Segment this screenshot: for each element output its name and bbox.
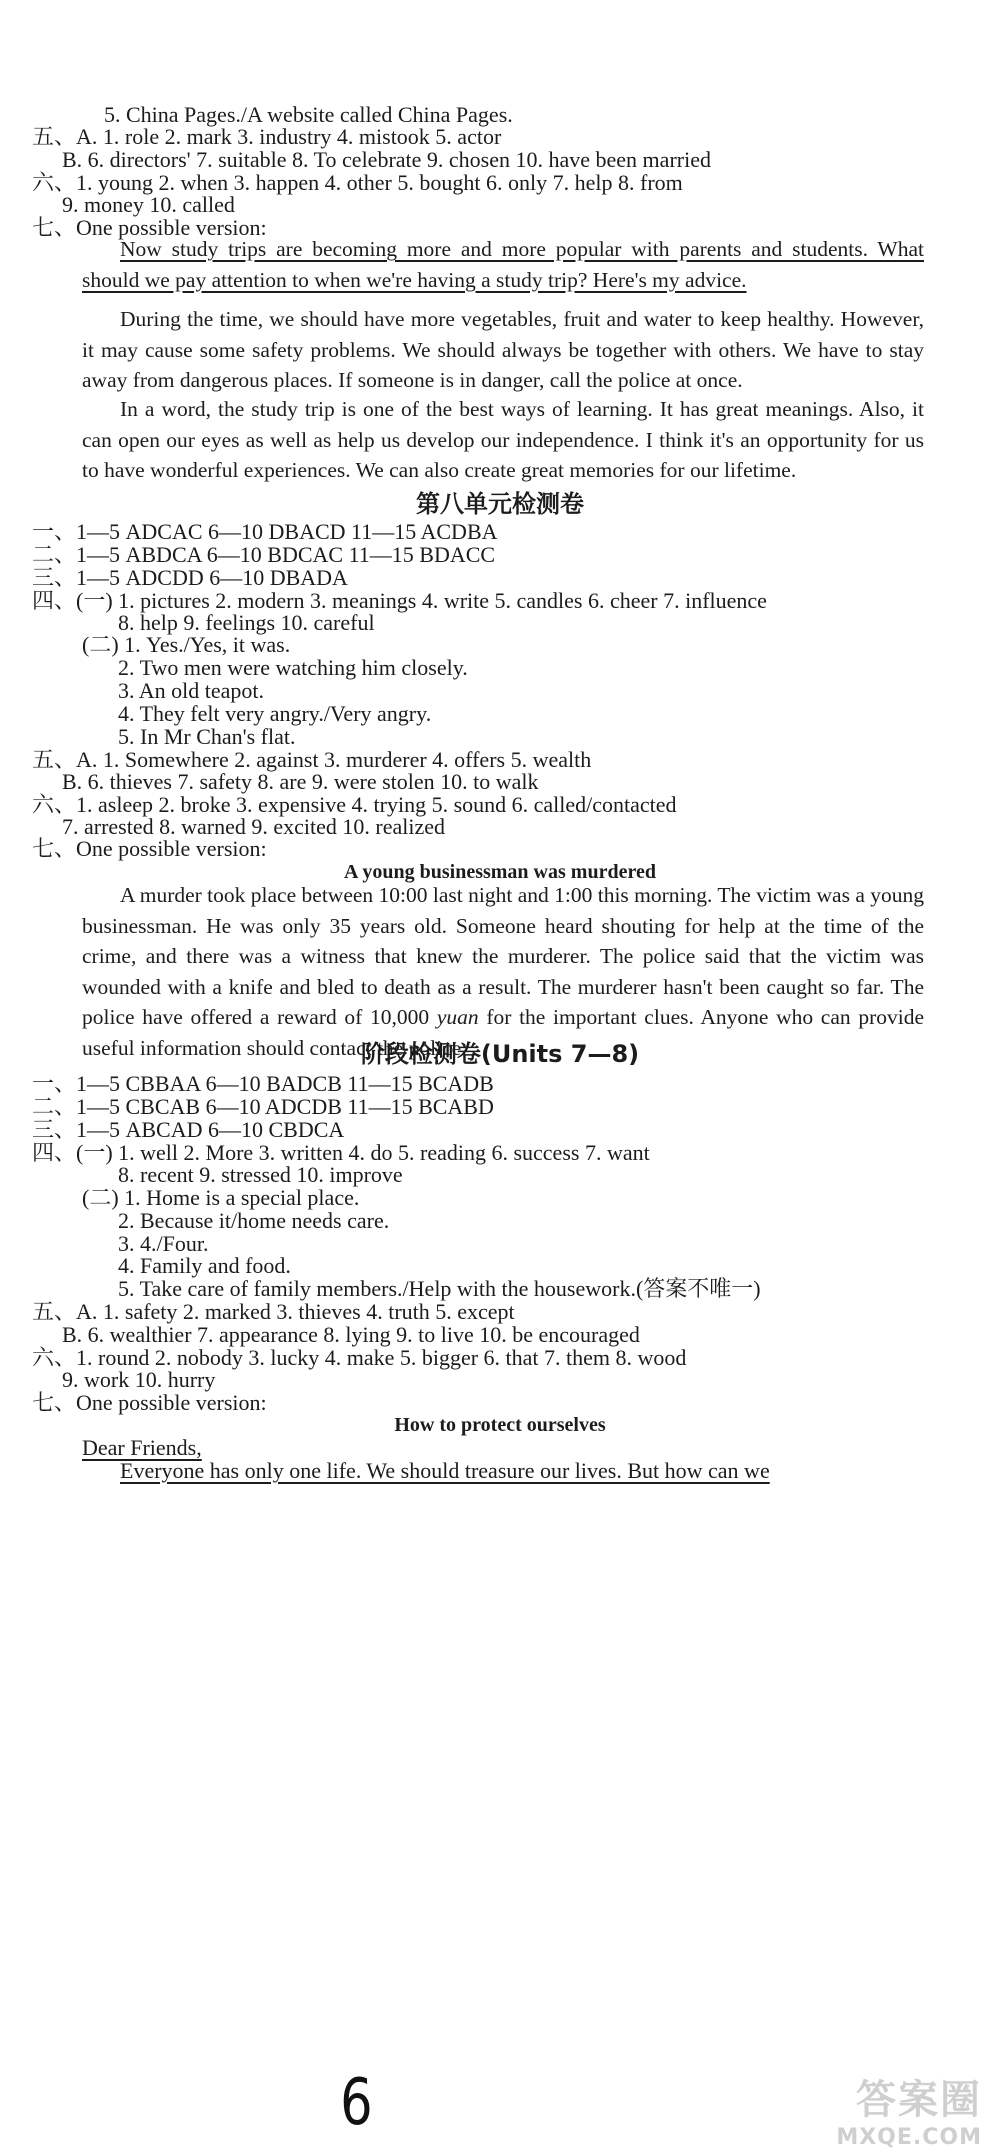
answer-line: B. 6. directors' 7. suitable 8. To celebrate 9. chosen 10. have been married: [62, 147, 711, 172]
answer-line: (二) 1. Yes./Yes, it was.: [82, 632, 291, 657]
answer-line: 五、A. 1. Somewhere 2. against 3. murderer 4. offers 5. wealth: [32, 747, 592, 772]
answer-line: 二、1—5 CBCAB 6—10 ADCDB 11—15 BCABD: [32, 1094, 494, 1119]
answer-line: B. 6. thieves 7. safety 8. are 9. were stolen 10. to walk: [62, 769, 539, 794]
letter-greeting: Dear Friends,: [82, 1435, 202, 1460]
answer-line: 4. They felt very angry./Very angry.: [118, 701, 432, 726]
answer-line: 三、1—5 ABCAD 6—10 CBDCA: [32, 1117, 345, 1142]
answer-line: 七、One possible version:: [32, 215, 267, 240]
answer-line: B. 6. wealthier 7. appearance 8. lying 9. to live 10. be encouraged: [62, 1322, 640, 1347]
answer-line: 5. China Pages./A website called China Pages.: [104, 102, 513, 127]
page-number: 6: [340, 2066, 373, 2140]
essay-paragraph: In a word, the study trip is one of the best ways of learning. It has great meanings. Also, it can open our eyes as well as help us develop our independence. I think it's an opportunity for us to have wonderful experiences. We can also create great memories for our lifetime.: [82, 397, 924, 482]
watermark: [836, 2068, 982, 2150]
answer-line: 2. Two men were watching him closely.: [118, 655, 468, 680]
answer-line: 一、1—5 CBBAA 6—10 BADCB 11—15 BCADB: [32, 1071, 494, 1096]
answer-line: 9. money 10. called: [62, 192, 235, 217]
answer-line: 3. 4./Four.: [118, 1231, 209, 1256]
answer-line: 七、One possible version:: [32, 1390, 267, 1415]
answer-line: (二) 1. Home is a special place.: [82, 1185, 360, 1210]
answer-line: 4. Family and food.: [118, 1253, 291, 1278]
answer-line: 四、(一) 1. well 2. More 3. written 4. do 5. reading 6. success 7. want: [32, 1140, 650, 1165]
essay-paragraph: Now study trips are becoming more and more popular with parents and students. What should we pay attention to when we're having a study trip? Here's my advice.: [82, 237, 924, 292]
answer-line: 8. recent 9. stressed 10. improve: [118, 1162, 403, 1187]
essay-paragraph: A murder took place between 10:00 last night and 1:00 this morning. The victim was a young businessman. He was only 35 years old. Someone heard shouting for help at the time of the crime, and there was a witness that knew the murderer. The police said that the victim was wounded with a knife and bled to death as a result. The murderer hasn't been caught so far. The police have offered a reward of 10,000 yuan for the important clues. Anyone who can provide useful information should contact the police.: [82, 883, 925, 1060]
answer-line: 一、1—5 ADCAC 6—10 DBACD 11—15 ACDBA: [32, 519, 498, 544]
section-title: 阶段检测卷(Units 7—8): [360, 1040, 640, 1068]
answer-line: 五、A. 1. role 2. mark 3. industry 4. mistook 5. actor: [32, 124, 502, 149]
answer-line: 5. In Mr Chan's flat.: [118, 724, 296, 749]
answer-line: 六、1. round 2. nobody 3. lucky 4. make 5. bigger 6. that 7. them 8. wood: [32, 1345, 687, 1370]
answer-line: 三、1—5 ADCDD 6—10 DBADA: [32, 565, 348, 590]
answer-line: 五、A. 1. safety 2. marked 3. thieves 4. truth 5. except: [32, 1299, 515, 1324]
answer-line: 3. An old teapot.: [118, 678, 265, 703]
answer-line: 2. Because it/home needs care.: [118, 1208, 390, 1233]
answer-line: 七、One possible version:: [32, 836, 267, 861]
answer-line: 六、1. young 2. when 3. happen 4. other 5. bought 6. only 7. help 8. from: [32, 170, 683, 195]
answer-line: 7. arrested 8. warned 9. excited 10. realized: [62, 814, 445, 839]
essay-line: Everyone has only one life. We should treasure our lives. But how can we: [120, 1458, 770, 1483]
answer-line: 二、1—5 ABDCA 6—10 BDCAC 11—15 BDACC: [32, 542, 496, 567]
essay-paragraph: During the time, we should have more vegetables, fruit and water to keep healthy. However, it may cause some safety problems. We should always be together with others. We have to stay away from dangerous places. If someone is in danger, call the police at once.: [82, 307, 924, 392]
answer-line: 8. help 9. feelings 10. careful: [118, 610, 375, 635]
watermark-url: MXQE.COM: [836, 2125, 982, 2150]
answer-line: 六、1. asleep 2. broke 3. expensive 4. trying 5. sound 6. called/contacted: [32, 792, 677, 817]
essay-title: A young businessman was murdered: [344, 861, 656, 883]
answer-line: 四、(一) 1. pictures 2. modern 3. meanings 4. write 5. candles 6. cheer 7. influence: [32, 588, 767, 613]
essay-title: How to protect ourselves: [394, 1414, 606, 1436]
watermark-logo: 答案圈: [856, 2077, 982, 2123]
answer-line: 9. work 10. hurry: [62, 1367, 216, 1392]
section-title: 第八单元检测卷: [416, 490, 584, 518]
answer-line: 5. Take care of family members./Help with the housework.(答案不唯一): [118, 1276, 761, 1301]
